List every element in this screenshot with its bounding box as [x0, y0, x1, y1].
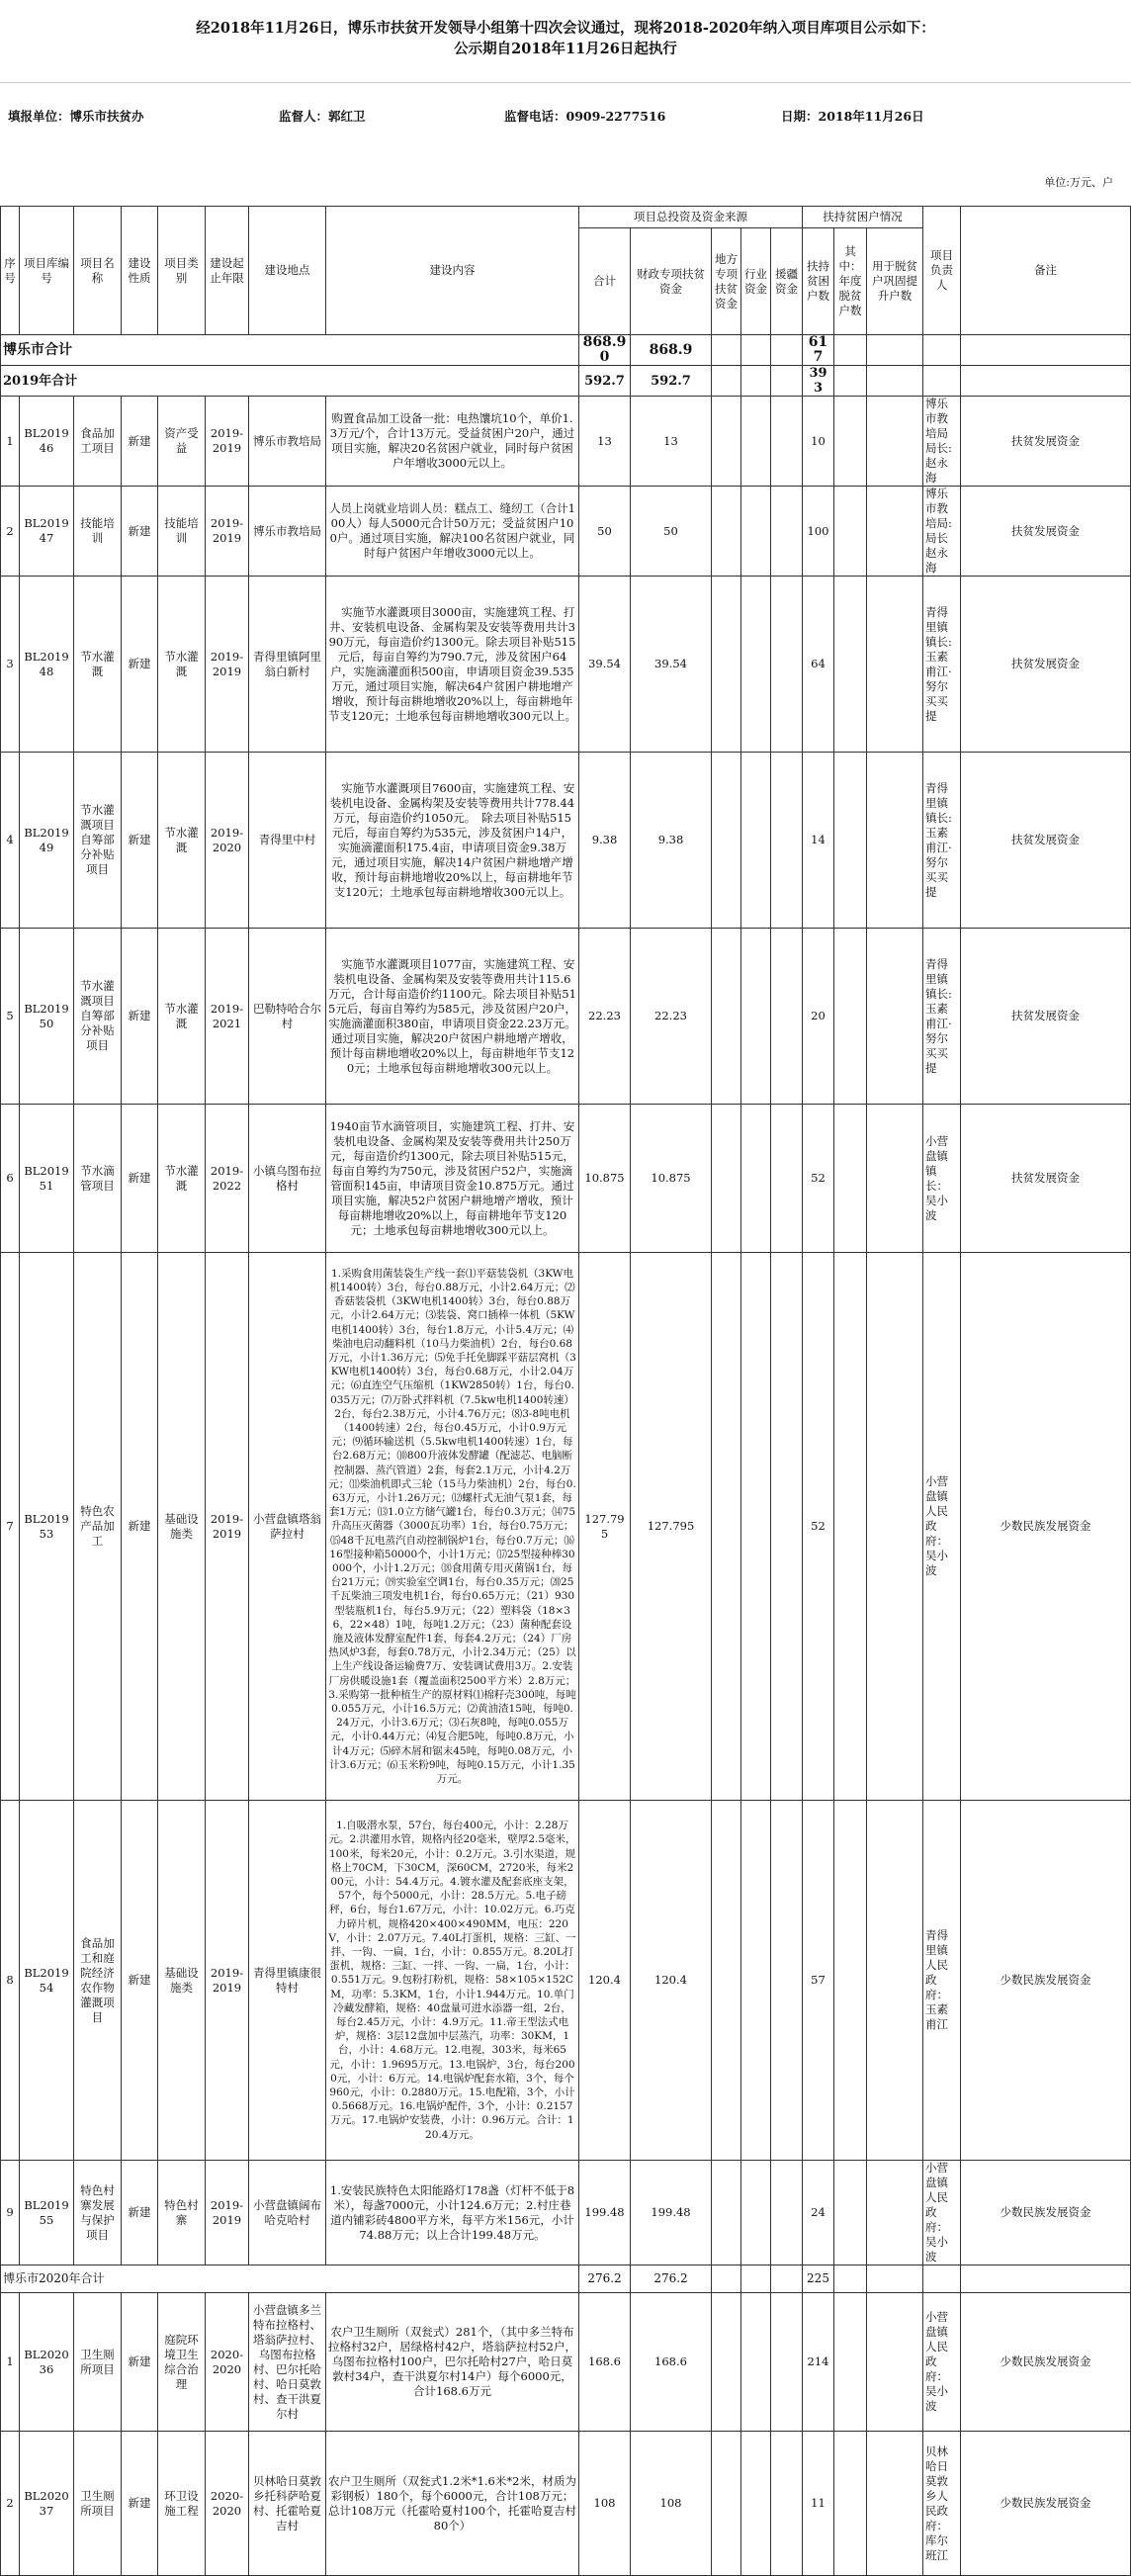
cell-remark: 少数民族发展资金 — [961, 2293, 1131, 2432]
total-row — [1, 366, 1131, 397]
cell-content: 人员上岗就业培训人员：糕点工、缝纫工（合计100人）每人5000元合计50万元；受益贫困户100户。通过项目实施，解决100名贫困户就业，同时每户贫困户年增收3000元以上。 — [326, 487, 579, 577]
cell-for-stable — [867, 397, 923, 487]
cell-content: 1940亩节水滴管项目，实施建筑工程、打井、安装机电设备、金属构架及安装等费用共计250万元，每亩造价约1300元，除去项目补贴515元，每亩自筹约为750元，涉及贫困户52户，实施滴管面积145亩，申请项目资金10.875万元。通过项目实施，解决52户贫困户耕地增产增收，预计每亩耕地增收20%以上，每亩耕地年节支120元；土地承包每亩耕地增收300元以上。 — [326, 1105, 579, 1253]
cell-location: 小营盘镇阔布哈克哈村 — [249, 2161, 326, 2265]
table-row — [1, 577, 1131, 753]
cell-seq: 5 — [1, 929, 20, 1105]
cell-period: 2019-2019 — [206, 1253, 249, 1801]
empty-cell — [961, 366, 1131, 397]
cell-among-year — [834, 2293, 867, 2432]
cell-industry — [741, 577, 771, 753]
cell-for-stable — [867, 1253, 923, 1801]
cell-fiscal: 199.48 — [631, 2161, 712, 2265]
cell-category: 节水灌溉 — [158, 577, 206, 753]
cell-seq: 7 — [1, 1253, 20, 1801]
cell-content: 1.安装民族特色太阳能路灯178盏（灯杆不低于8米），每盏7000元，小计124.6万元；2.村庄巷道内铺彩砖4800平方米，每平方米156元，小计74.88万元；以上合计199.48万元。 — [326, 2161, 579, 2265]
cell-name: 食品加工和庭院经济农作物灌溉项目 — [74, 1801, 122, 2161]
cell-among-year — [834, 1105, 867, 1253]
cell-total: 9.38 — [579, 753, 631, 929]
header-period: 建设起止年限 — [206, 207, 249, 335]
cell-period: 2020-2020 — [206, 2432, 249, 2576]
cell-location: 巴勒特哈合尔村 — [249, 929, 326, 1105]
table-row — [1, 1801, 1131, 2161]
cell-among-year — [834, 397, 867, 487]
cell-location: 博乐市教培局 — [249, 397, 326, 487]
title-line-1: 经2018年11月26日，博乐市扶贫开发领导小组第十四次会议通过，现将2018-2020年纳入项目库项目公示如下： — [196, 20, 935, 37]
cell-industry — [741, 2432, 771, 2576]
cell-among-year — [834, 2161, 867, 2265]
header-remark: 备注 — [961, 207, 1131, 335]
cell-total: 199.48 — [579, 2161, 631, 2265]
cell-fiscal: 22.23 — [631, 929, 712, 1105]
cell-fiscal: 120.4 — [631, 1801, 712, 2161]
empty-cell — [834, 335, 867, 366]
cell-name: 节水灌溉 — [74, 577, 122, 753]
cell-seq: 6 — [1, 1105, 20, 1253]
cell-remark: 少数民族发展资金 — [961, 1253, 1131, 1801]
cell-seq: 9 — [1, 2161, 20, 2265]
cell-for-stable — [867, 2432, 923, 2576]
cell-local — [712, 1105, 741, 1253]
cell-nature: 新建 — [122, 1253, 158, 1801]
cell-code: BL201951 — [20, 1105, 74, 1253]
total-households: 393 — [803, 366, 834, 397]
cell-seq: 1 — [1, 2293, 20, 2432]
cell-name: 节水灌溉项目自筹部分补贴项目 — [74, 929, 122, 1105]
cell-seq: 2 — [1, 487, 20, 577]
cell-aid — [771, 487, 803, 577]
header-industry: 行业资金 — [741, 228, 771, 335]
cell-code: BL202037 — [20, 2432, 74, 2576]
header-total: 合计 — [579, 228, 631, 335]
header-for-stable: 用于脱贫户巩固提升户数 — [867, 228, 923, 335]
cell-local — [712, 2432, 741, 2576]
cell-remark: 扶贫发展资金 — [961, 577, 1131, 753]
cell-nature: 新建 — [122, 2432, 158, 2576]
cell-code: BL201947 — [20, 487, 74, 577]
empty-cell — [961, 335, 1131, 366]
cell-owner: 青得里镇镇长:玉素甫江·努尔买买提 — [923, 929, 961, 1105]
cell-owner: 小营盘镇人民政府：吴小波 — [923, 1253, 961, 1801]
cell-seq: 1 — [1, 397, 20, 487]
cell-code: BL201950 — [20, 929, 74, 1105]
cell-aid — [771, 1253, 803, 1801]
cell-seq: 8 — [1, 1801, 20, 2161]
cell-location: 贝林哈日莫敦乡托科萨哈夏村、托霍哈夏吉村 — [249, 2432, 326, 2576]
cell-content: 农户卫生厕所（双瓮式）281个，（其中多兰特布拉格村32户，居绿格村42户，塔翁萨拉村52户，乌图布拉格村100户，巴尔托哈村27户，哈日莫敦村34户，查干洪夏尔村14户）每个6000元，合计168.6万元 — [326, 2293, 579, 2432]
cell-total: 39.54 — [579, 577, 631, 753]
cell-local — [712, 577, 741, 753]
empty-cell — [867, 2265, 923, 2293]
empty-cell — [923, 366, 961, 397]
cell-fiscal: 39.54 — [631, 577, 712, 753]
cell-households: 64 — [803, 577, 834, 753]
cell-aid — [771, 2432, 803, 2576]
cell-total: 168.6 — [579, 2293, 631, 2432]
cell-for-stable — [867, 577, 923, 753]
cell-for-stable — [867, 2293, 923, 2432]
cell-households: 24 — [803, 2161, 834, 2265]
cell-category: 节水灌溉 — [158, 753, 206, 929]
total-fiscal: 592.7 — [631, 366, 712, 397]
header-investment-group: 项目总投资及资金来源 — [579, 207, 803, 228]
total-label: 博乐市2020年合计 — [1, 2265, 579, 2293]
cell-period: 2019-2021 — [206, 929, 249, 1105]
total-row — [1, 2265, 1131, 2293]
title-line-2: 公示期自2018年11月26日起执行 — [454, 41, 677, 57]
unit-label: 单位:万元、户 — [1044, 176, 1113, 189]
total-households: 617 — [803, 335, 834, 366]
cell-content: 实施节水灌溉项目7600亩，实施建筑工程、安装机电设备、金属构架及安装等费用共计778.44万元，每亩造价约1050元。 除去项目补贴515元后，每亩自筹约为535元，涉及贫困户14户，实施滴灌面积175.4亩，申请项目资金9.38万元，通过项目实施，解决14户贫困户耕地增产增收，预计每亩耕地增收20%以上，每亩耕地年节支120元；土地承包每亩耕地增收300元以上。 — [326, 753, 579, 929]
cell-seq: 4 — [1, 753, 20, 929]
cell-content: 实施节水灌溉项目3000亩，实施建筑工程、打井、安装机电设备、金属构架及安装等费用共计390万元，每亩造价约1300元。除去项目补贴515元后，每亩自筹约为790.7元，涉及贫困户64户，实施滴灌面积500亩，申请项目资金39.535万元，通过项目实施，解决64户贫困户耕地增产增收，预计每亩耕地增收20%以上，每亩耕地年节支120元；土地承包每亩耕地增收300元以上。 — [326, 577, 579, 753]
cell-code: BL201955 — [20, 2161, 74, 2265]
cell-for-stable — [867, 2161, 923, 2265]
header-seq: 序号 — [1, 207, 20, 335]
empty-cell — [867, 366, 923, 397]
cell-fiscal: 168.6 — [631, 2293, 712, 2432]
header-location: 建设地点 — [249, 207, 326, 335]
cell-industry — [741, 487, 771, 577]
header-name: 项目名称 — [74, 207, 122, 335]
cell-fiscal: 127.795 — [631, 1253, 712, 1801]
cell-location: 青得里镇康很特村 — [249, 1801, 326, 2161]
cell-industry — [741, 2161, 771, 2265]
total-households: 225 — [803, 2265, 834, 2293]
empty-cell — [834, 366, 867, 397]
cell-for-stable — [867, 487, 923, 577]
cell-name: 特色村寨发展与保护项目 — [74, 2161, 122, 2265]
cell-period: 2019-2019 — [206, 487, 249, 577]
cell-code: BL201953 — [20, 1253, 74, 1801]
cell-households: 52 — [803, 1253, 834, 1801]
cell-content: 1.采购食用菌装袋生产线一套⑴平菇装袋机（3KW电机1400转）3台，每台0.88万元，小计2.64万元；⑵香菇装袋机（3KW电机1400转）3台，每台0.88万元，小计2.64万元；⑶装袋、窝口插棒一体机（5KW电机1400转）3台，每台1.8万元，小计5.4万元；⑷柴油电启动翻料机（10马力柴油机）2台，每台0.68万元，小计1.36万元；⑸免手托免脚踩平菇层窝机（3KW电机1400转）3台，每台0.68万元，小计2.04万元；⑹直连空气压缩机（1KW2850转）1台，每台0.035万元；⑺万卧式拌料机（7.5kw电机1400转速）2台，每台2.38万元，小计4.76万元；⑻3-8吨电机（1400转速）2台，每台0.45万元，小计0.9万元元；⑼循环输送机（5.5kw电机1400转速）1台，每台2.68万元；⑽800升液体发酵罐（配滤芯、电脑断控制器、蒸汽管道）2套，每套2.1万元，小计4.2万元；⑾柴油机即式三轮（15马力柴油机）2台，每台0.63万元，小计1.26万元；⑿螺杆式无油气泵1套，每套1万元；⒀1.0立方储气罐1台，每台0.3万元；⒁75升高压灭菌器（3000瓦功率）1台，每台0.75万元；⒂48千瓦电蒸汽自动控制锅炉1台，每台0.7万元；⒃16型接种箱50000个，小计1万元；⒄25型接种棒30000个，小计1.2万元；⒅食用菌专用灭菌锅1台，每台21万元；⒆实验室空调1台，每台0.35万元；⒇25千瓦柴油三项发电机1台，每台0.65万元；（21）930型装瓶机1台，每台5.9万元；（22）塑料袋（18×36，22×48）1吨，每吨1.2万元；（23）菌种配套设施及液体发酵室配件1套，每套4.2万元；（24）厂房热风炉3套，每套0.78万元，小计2.34万元；（25）以上生产线设备运输费7万、安装调试费用3万。2.安装厂房供暖设施1套（覆盖面积2500平方米）2.8万元；3.采购第一批种植生产的原材料⑴棉籽壳300吨，每吨0.055万元，小计16.5万元；⑵黄油渣15吨，每吨0.24万元，小计3.6万元；⑶石灰8吨，每吨0.055万元，小计0.44万元；⑷复合肥5吨，每吨0.8万元，小计4万元；⑸碎木屑和锯末45吨，每吨0.08万元，小计3.6万元；⑹玉米粉9吨，每吨0.15万元，小计1.35万元。 — [326, 1253, 579, 1801]
cell-category: 节水灌溉 — [158, 1105, 206, 1253]
cell-industry — [741, 1801, 771, 2161]
cell-name: 特色农产品加工 — [74, 1253, 122, 1801]
cell-households: 52 — [803, 1105, 834, 1253]
cell-households: 10 — [803, 397, 834, 487]
cell-category: 庭院环境卫生综合治理 — [158, 2293, 206, 2432]
cell-name: 食品加工项目 — [74, 397, 122, 487]
total-sum: 592.7 — [579, 366, 631, 397]
cell-nature: 新建 — [122, 2293, 158, 2432]
cell-for-stable — [867, 1801, 923, 2161]
empty-cell — [712, 335, 741, 366]
cell-period: 2019-2019 — [206, 577, 249, 753]
cell-owner: 青得里镇镇长:玉素甫江·努尔买买提 — [923, 577, 961, 753]
cell-remark: 扶贫发展资金 — [961, 929, 1131, 1105]
cell-aid — [771, 929, 803, 1105]
cell-name: 技能培训 — [74, 487, 122, 577]
cell-fiscal: 10.875 — [631, 1105, 712, 1253]
cell-location: 青得里镇阿里翁白新村 — [249, 577, 326, 753]
cell-owner: 小营盘镇镇长：吴小波 — [923, 1105, 961, 1253]
cell-for-stable — [867, 753, 923, 929]
cell-industry — [741, 1105, 771, 1253]
cell-local — [712, 1253, 741, 1801]
notice-date: 日期：2018年11月26日 — [781, 109, 924, 124]
cell-location: 小镇乌图布拉格村 — [249, 1105, 326, 1253]
cell-local — [712, 397, 741, 487]
empty-cell — [771, 366, 803, 397]
total-sum: 276.2 — [579, 2265, 631, 2293]
header-beneficiary-group: 扶持贫困户情况 — [803, 207, 923, 228]
cell-total: 108 — [579, 2432, 631, 2576]
cell-location: 小营盘镇多兰特布拉格村、塔翁萨拉村、乌图布拉格村、巴尔托哈村、哈日莫敦村、查干洪夏尔村 — [249, 2293, 326, 2432]
cell-households: 11 — [803, 2432, 834, 2576]
table-row — [1, 487, 1131, 577]
empty-cell — [741, 366, 771, 397]
cell-remark: 少数民族发展资金 — [961, 2432, 1131, 2576]
cell-period: 2019-2019 — [206, 397, 249, 487]
cell-households: 57 — [803, 1801, 834, 2161]
total-row — [1, 335, 1131, 366]
cell-code: BL201949 — [20, 753, 74, 929]
cell-owner: 小营盘镇人民政府：吴小波 — [923, 2293, 961, 2432]
cell-industry — [741, 753, 771, 929]
cell-remark: 扶贫发展资金 — [961, 397, 1131, 487]
cell-name: 卫生厕所项目 — [74, 2293, 122, 2432]
cell-nature: 新建 — [122, 487, 158, 577]
header-aid: 援疆资金 — [771, 228, 803, 335]
empty-cell — [867, 335, 923, 366]
cell-name: 卫生厕所项目 — [74, 2432, 122, 2576]
cell-nature: 新建 — [122, 1105, 158, 1253]
cell-category: 特色村寨 — [158, 2161, 206, 2265]
total-label: 博乐市合计 — [1, 335, 579, 366]
cell-period: 2019-2020 — [206, 753, 249, 929]
cell-total: 13 — [579, 397, 631, 487]
header-owner: 项目负责人 — [923, 207, 961, 335]
project-table — [0, 206, 1131, 2576]
cell-aid — [771, 753, 803, 929]
cell-period: 2019-2019 — [206, 2161, 249, 2265]
cell-households: 214 — [803, 2293, 834, 2432]
cell-total: 10.875 — [579, 1105, 631, 1253]
table-row — [1, 929, 1131, 1105]
cell-seq: 2 — [1, 2432, 20, 2576]
cell-location: 青得里中村 — [249, 753, 326, 929]
filler-unit: 填报单位：博乐市扶贫办 — [8, 109, 144, 124]
cell-aid — [771, 577, 803, 753]
cell-total: 50 — [579, 487, 631, 577]
cell-industry — [741, 2293, 771, 2432]
cell-category: 基础设施类 — [158, 1253, 206, 1801]
cell-code: BL202036 — [20, 2293, 74, 2432]
header-nature: 建设性质 — [122, 207, 158, 335]
cell-industry — [741, 929, 771, 1105]
cell-code: BL201948 — [20, 577, 74, 753]
cell-category: 资产受益 — [158, 397, 206, 487]
cell-households: 20 — [803, 929, 834, 1105]
cell-period: 2019-2019 — [206, 1801, 249, 2161]
empty-cell — [923, 2265, 961, 2293]
cell-location: 博乐市教培局 — [249, 487, 326, 577]
total-fiscal: 868.9 — [631, 335, 712, 366]
empty-cell — [712, 366, 741, 397]
table-row — [1, 2161, 1131, 2265]
empty-cell — [741, 335, 771, 366]
cell-total: 120.4 — [579, 1801, 631, 2161]
cell-for-stable — [867, 929, 923, 1105]
cell-nature: 新建 — [122, 577, 158, 753]
total-label: 2019年合计 — [1, 366, 579, 397]
cell-period: 2019-2022 — [206, 1105, 249, 1253]
cell-owner: 青得里镇人民政府：玉素甫江 — [923, 1801, 961, 2161]
total-fiscal: 276.2 — [631, 2265, 712, 2293]
cell-nature: 新建 — [122, 2161, 158, 2265]
cell-name: 节水灌溉项目自筹部分补贴项目 — [74, 753, 122, 929]
cell-for-stable — [867, 1105, 923, 1253]
table-row — [1, 753, 1131, 929]
cell-nature: 新建 — [122, 753, 158, 929]
cell-remark: 扶贫发展资金 — [961, 1105, 1131, 1253]
empty-cell — [771, 2265, 803, 2293]
cell-category: 基础设施类 — [158, 1801, 206, 2161]
cell-among-year — [834, 577, 867, 753]
cell-aid — [771, 397, 803, 487]
header-code: 项目库编号 — [20, 207, 74, 335]
cell-content: 实施节水灌溉项目1077亩，实施建筑工程、安装机电设备、金属构架及安装等费用共计115.6万元，合计每亩造价约1100元。除去项目补贴515元后，每亩自筹约为585元，涉及贫困户20户，实施滴灌面积380亩，申请项目资金22.23万元。通过项目实施，解决20户贫困户耕地增产增收，预计每亩耕地增收20%以上，每亩耕地年节支120元；土地承包每亩耕地增收300元以上。 — [326, 929, 579, 1105]
cell-code: BL201946 — [20, 397, 74, 487]
empty-cell — [834, 2265, 867, 2293]
header-content: 建设内容 — [326, 207, 579, 335]
cell-content: 农户卫生厕所（双瓮式1.2米*1.6米*2米，材质为彩钢板）180个，每个6000元，合计108万元；总计108万元（托霍哈夏村100个，托霍哈夏吉村80个） — [326, 2432, 579, 2576]
cell-seq: 3 — [1, 577, 20, 753]
empty-cell — [741, 2265, 771, 2293]
header-category: 项目类别 — [158, 207, 206, 335]
cell-among-year — [834, 753, 867, 929]
cell-local — [712, 487, 741, 577]
table-row — [1, 1253, 1131, 1801]
cell-content: 1.自吸潜水泵，57台，每台400元，小计：2.28万元。2.洪灌用水管，规格内径20毫米，壁厚2.5毫米，100米，每米20元，小计：0.2万元。3.引水渠道，规格上70CM，下30CM，深60CM，2720米，每米200元，小计：54.4万元。4.镀水灌及配套底座支架，57个，每个5000元，小计：28.5万元。5.电子磅秤，6台，每台1.67万元，小计：10.02万元。6.巧克力碎片机，规格420×400×490MM，电压：220V，小计：2.07万元。7.40L打蛋机，规格：三缸、一拌、一钩、一扁，1台，小计：0.855万元。8.20L打蛋机，规格：三缸、一拌、一钩、一扁，1台，小计：0.551万元。9.包粉打粉机，规格：58×105×152CM，功率：5.3KM，1台，小计1.944万元。10.单门冷藏发酵箱，规格：40盘量可进水添器一组，2台，每台2.45万元，小计：4.9万元。11.帝王型法式电炉，规格：3层12盘加中层蒸汽，功率：30KM，1台，小计：4.68万元。12.电视，303米，每米65元，小计：1.9695万元。13.电锅炉，3台，每台2000元，小计：6万元。14.电锅炉配套水箱，3个，每个960元，小计：0.2880万元。15.电配箱，3个，小计0.5668万元。16.电锅炉配件，3个，小计：0.2157万元。17.电锅炉安装费，小计：0.96万元。合计：120.4万元。 — [326, 1801, 579, 2161]
cell-aid — [771, 2161, 803, 2265]
cell-fiscal: 13 — [631, 397, 712, 487]
cell-nature: 新建 — [122, 397, 158, 487]
cell-local — [712, 1801, 741, 2161]
supervisor: 监督人：郭红卫 — [279, 109, 366, 124]
cell-local — [712, 2161, 741, 2265]
cell-nature: 新建 — [122, 1801, 158, 2161]
cell-remark: 扶贫发展资金 — [961, 753, 1131, 929]
cell-industry — [741, 1253, 771, 1801]
cell-code: BL201954 — [20, 1801, 74, 2161]
empty-cell — [923, 335, 961, 366]
cell-owner: 青得里镇镇长:玉素甫江·努尔买买提 — [923, 753, 961, 929]
cell-local — [712, 753, 741, 929]
header-local: 地方专项扶贫资金 — [712, 228, 741, 335]
cell-industry — [741, 397, 771, 487]
cell-aid — [771, 1801, 803, 2161]
table-row — [1, 2293, 1131, 2432]
cell-nature: 新建 — [122, 929, 158, 1105]
cell-households: 100 — [803, 487, 834, 577]
cell-local — [712, 929, 741, 1105]
cell-aid — [771, 1105, 803, 1253]
header-households: 扶持贫困户数 — [803, 228, 834, 335]
header-among-year: 其中：年度脱贫户数 — [834, 228, 867, 335]
cell-remark: 少数民族发展资金 — [961, 2161, 1131, 2265]
header-fiscal: 财政专项扶贫资金 — [631, 228, 712, 335]
cell-content: 购置食品加工设备一批：电热馕坑10个，单价1.3万元/个，合计13万元。受益贫困户20户，通过项目实施，解决20名贫困户就业，同时每户贫困户年增收3000元以上。 — [326, 397, 579, 487]
cell-aid — [771, 2293, 803, 2432]
table-row — [1, 1105, 1131, 1253]
cell-fiscal: 50 — [631, 487, 712, 577]
cell-fiscal: 108 — [631, 2432, 712, 2576]
table-body — [1, 335, 1131, 2576]
cell-period: 2020-2020 — [206, 2293, 249, 2432]
cell-owner: 小营盘镇人民政府：吴小波 — [923, 2161, 961, 2265]
cell-category: 环卫设施工程 — [158, 2432, 206, 2576]
cell-name: 节水滴管项目 — [74, 1105, 122, 1253]
supervisor-phone: 监督电话：0909-2277516 — [504, 109, 666, 124]
cell-among-year — [834, 2432, 867, 2576]
notice-title — [0, 0, 1131, 83]
empty-cell — [712, 2265, 741, 2293]
cell-local — [712, 2293, 741, 2432]
cell-among-year — [834, 1253, 867, 1801]
total-sum: 868.90 — [579, 335, 631, 366]
cell-remark: 扶贫发展资金 — [961, 487, 1131, 577]
cell-among-year — [834, 487, 867, 577]
table-row — [1, 2432, 1131, 2576]
cell-total: 127.795 — [579, 1253, 631, 1801]
empty-cell — [771, 335, 803, 366]
cell-location: 小营盘镇塔翁萨拉村 — [249, 1253, 326, 1801]
cell-total: 22.23 — [579, 929, 631, 1105]
cell-owner: 博乐市教培局局长:赵永海 — [923, 397, 961, 487]
cell-among-year — [834, 929, 867, 1105]
cell-fiscal: 9.38 — [631, 753, 712, 929]
cell-category: 技能培训 — [158, 487, 206, 577]
table-row — [1, 397, 1131, 487]
cell-category: 节水灌溉 — [158, 929, 206, 1105]
empty-cell — [961, 2265, 1131, 2293]
cell-remark: 少数民族发展资金 — [961, 1801, 1131, 2161]
cell-owner: 博乐市教培局:局长赵永海 — [923, 487, 961, 577]
cell-owner: 贝林哈日莫敦乡人民政府：库尔班江 — [923, 2432, 961, 2576]
cell-among-year — [834, 1801, 867, 2161]
cell-households: 14 — [803, 753, 834, 929]
